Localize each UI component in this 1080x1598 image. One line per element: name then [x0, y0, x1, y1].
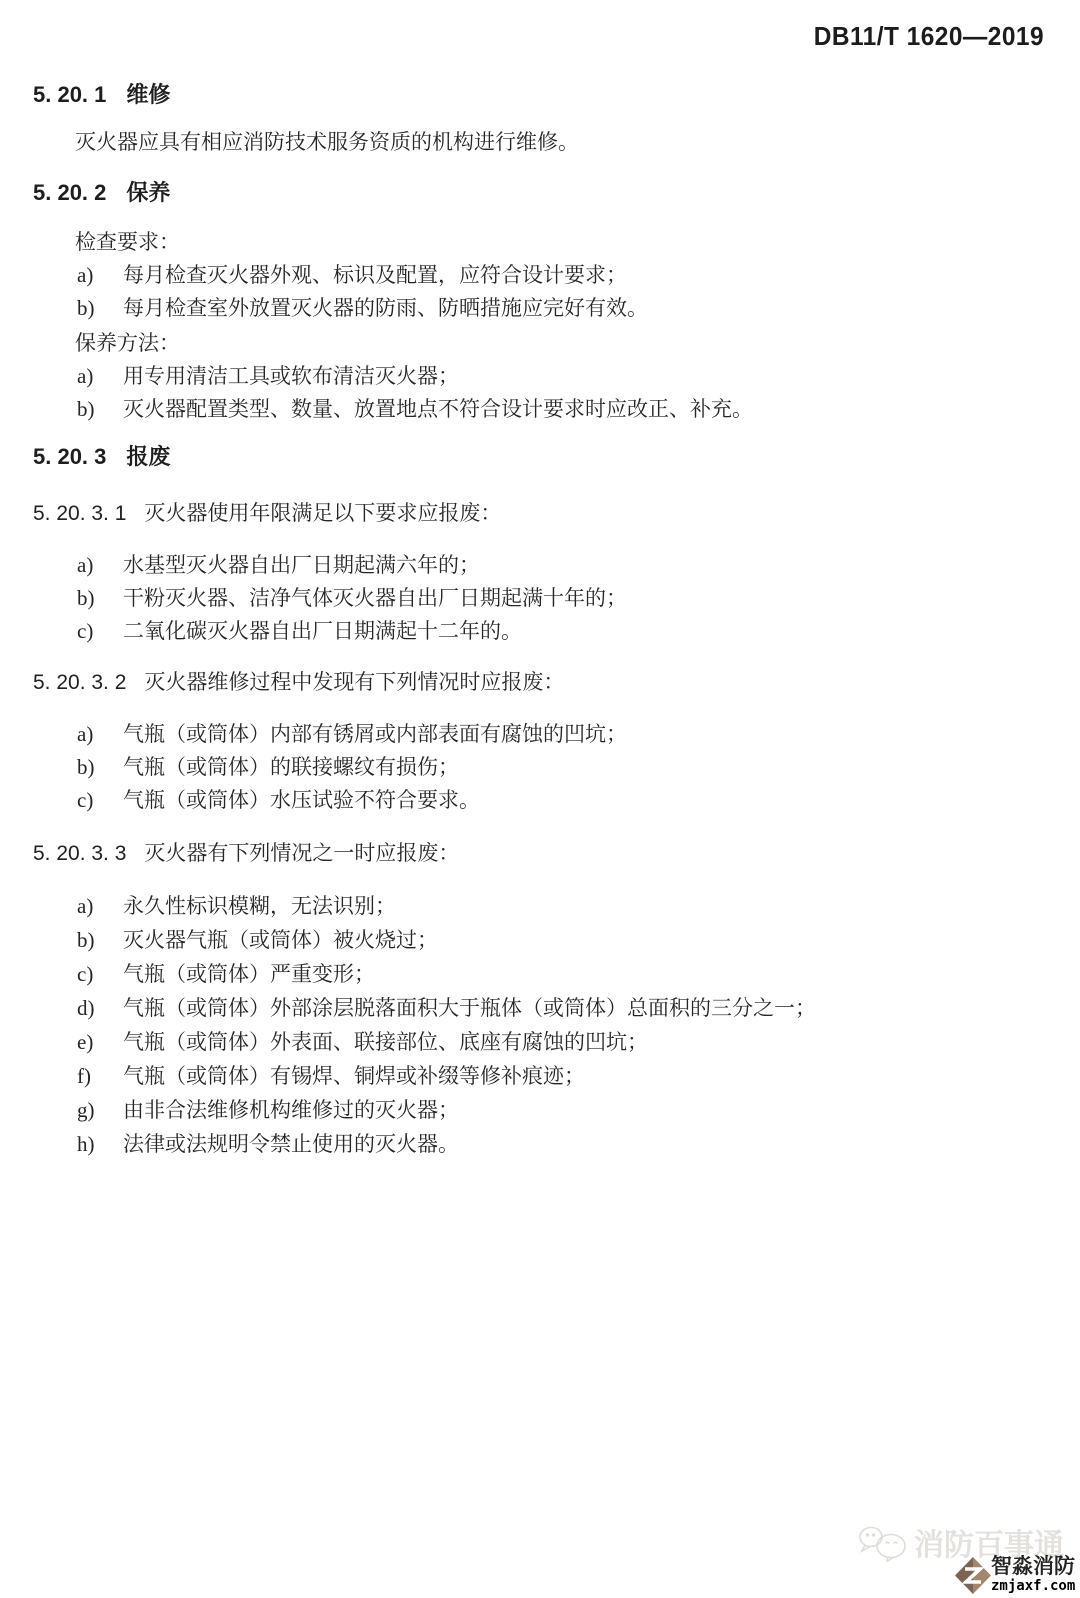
item-text: 气瓶（或筒体）内部有锈屑或内部表面有腐蚀的凹坑； — [123, 722, 627, 746]
list-intro-check: 检查要求： — [75, 230, 180, 254]
clause-title: 报废 — [126, 444, 171, 469]
clause-text: 灭火器维修过程中发现有下列情况时应报废： — [144, 670, 565, 694]
clause-number: 5. 20. 2 — [33, 180, 107, 205]
item-text: 干粉灭火器、洁净气体灭火器自出厂日期起满十年的； — [123, 586, 627, 610]
clause-heading-5-20-3-2 — [33, 666, 1040, 699]
faint-watermark-text: 消防百事通 — [914, 1528, 1064, 1562]
section-heading-weixiu — [33, 78, 1040, 111]
list-item — [77, 615, 1040, 648]
clause-heading-5-20-3-3 — [33, 837, 1040, 870]
list-item — [77, 718, 1040, 751]
list-item — [77, 549, 1040, 582]
item-label: b) — [77, 755, 95, 779]
item-text: 由非合法维修机构维修过的灭火器； — [123, 1098, 459, 1122]
section-heading-baoyang — [33, 176, 1040, 209]
item-label: b) — [77, 296, 95, 320]
item-text: 法律或法规明令禁止使用的灭火器。 — [123, 1132, 459, 1156]
list-item — [77, 393, 1040, 426]
clause-text: 灭火器使用年限满足以下要求应报废： — [144, 501, 502, 525]
clause-number: 5. 20. 3 — [33, 444, 107, 469]
item-label: b) — [77, 586, 95, 610]
item-label: d) — [77, 996, 95, 1020]
item-text: 灭火器气瓶（或筒体）被火烧过； — [123, 928, 438, 952]
standard-code: DB11/T 1620—2019 — [813, 21, 1044, 51]
list-item — [77, 292, 1040, 325]
item-label: h) — [77, 1132, 95, 1156]
item-label: a) — [77, 364, 94, 388]
section-heading-baofei — [33, 440, 1040, 473]
item-text: 每月检查灭火器外观、标识及配置，应符合设计要求； — [123, 263, 627, 287]
chat-bubbles-icon — [858, 1524, 910, 1567]
item-text: 永久性标识模糊，无法识别； — [123, 894, 396, 918]
brand-url: zmjaxf.com — [991, 1578, 1076, 1594]
list-item — [77, 751, 1040, 784]
item-text: 二氧化碳灭火器自出厂日期满起十二年的。 — [123, 619, 522, 643]
list-item — [77, 923, 1040, 957]
item-label: a) — [77, 263, 94, 287]
clause-number: 5. 20. 3. 1 — [33, 502, 127, 525]
item-label: e) — [77, 1030, 94, 1054]
item-text: 灭火器配置类型、数量、放置地点不符合设计要求时应改正、补充。 — [123, 397, 753, 421]
list-intro-method: 保养方法： — [75, 331, 180, 355]
brand-watermark — [953, 1555, 1075, 1598]
brand-name: 智淼消防 — [991, 1555, 1075, 1578]
list-item — [77, 360, 1040, 393]
item-text: 气瓶（或筒体）的联接螺纹有损伤； — [123, 755, 459, 779]
clause-title: 维修 — [126, 82, 171, 107]
clause-number: 5. 20. 3. 2 — [33, 671, 127, 694]
check-requirements-list — [33, 259, 1040, 325]
item-label: c) — [77, 962, 94, 986]
item-text: 每月检查室外放置灭火器的防雨、防晒措施应完好有效。 — [123, 296, 648, 320]
item-text: 气瓶（或筒体）外部涂层脱落面积大于瓶体（或筒体）总面积的三分之一； — [123, 996, 816, 1020]
list-item — [77, 1059, 1040, 1093]
list-item — [77, 1025, 1040, 1059]
clause-text: 灭火器有下列情况之一时应报废： — [144, 841, 460, 865]
item-text: 气瓶（或筒体）有锡焊、铜焊或补缀等修补痕迹； — [123, 1064, 585, 1088]
clause-title: 保养 — [126, 180, 171, 205]
item-text: 水基型灭火器自出厂日期起满六年的； — [123, 553, 480, 577]
scrap-age-list — [33, 549, 1040, 648]
clause-number: 5. 20. 3. 3 — [33, 842, 127, 865]
brand-text-block — [991, 1555, 1075, 1594]
list-item — [77, 889, 1040, 923]
item-label: a) — [77, 722, 94, 746]
list-item — [77, 957, 1040, 991]
item-label: a) — [77, 894, 94, 918]
item-label: b) — [77, 397, 95, 421]
clause-heading-5-20-3-1 — [33, 497, 1040, 530]
list-item — [77, 1093, 1040, 1127]
brand-diamond-icon — [953, 1555, 993, 1598]
item-label: f) — [77, 1064, 91, 1088]
clause-number: 5. 20. 1 — [33, 82, 107, 107]
scrap-condition-list — [33, 889, 1040, 1161]
item-label: a) — [77, 553, 94, 577]
list-item — [77, 1127, 1040, 1161]
item-label: g) — [77, 1098, 95, 1122]
list-item — [77, 582, 1040, 615]
paragraph-weixiu: 灭火器应具有相应消防技术服务资质的机构进行维修。 — [75, 130, 579, 154]
scrap-repair-list — [33, 718, 1040, 817]
list-item — [77, 259, 1040, 292]
item-label: b) — [77, 928, 95, 952]
list-item — [77, 784, 1040, 817]
item-text: 用专用清洁工具或软布清洁灭火器； — [123, 364, 459, 388]
item-label: c) — [77, 788, 94, 812]
item-label: c) — [77, 619, 94, 643]
item-text: 气瓶（或筒体）严重变形； — [123, 962, 375, 986]
item-text: 气瓶（或筒体）水压试验不符合要求。 — [123, 788, 480, 812]
item-text: 气瓶（或筒体）外表面、联接部位、底座有腐蚀的凹坑； — [123, 1030, 648, 1054]
document-content — [33, 0, 1040, 1161]
maintenance-methods-list — [33, 360, 1040, 426]
list-item — [77, 991, 1040, 1025]
